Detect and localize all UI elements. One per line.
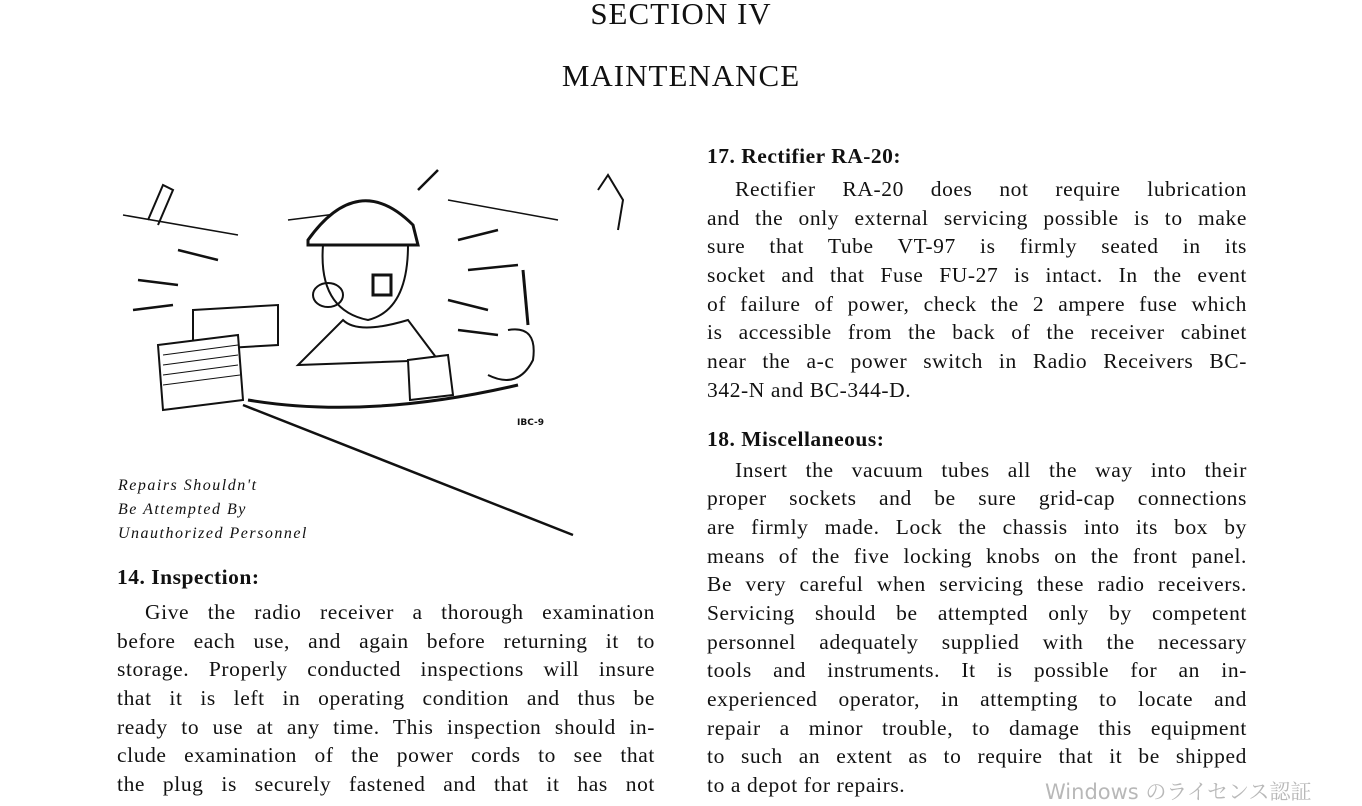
heading-miscellaneous: 18. Miscellaneous:	[707, 426, 885, 451]
paragraph-line: sure that Tube VT-97 is firmly seated in its	[707, 234, 1247, 259]
paragraph-line: personnel adequately supplied with the necessary	[707, 629, 1247, 654]
paragraph-line: to such an extent as to require that it be shipped	[707, 744, 1247, 769]
caption-line: Unauthorized Personnel	[118, 525, 308, 542]
right-column	[707, 144, 1247, 800]
illustration-caption	[118, 474, 308, 546]
paragraph-line: tools and instruments. It is possible for an in-	[707, 658, 1247, 683]
paragraph-line: Be very careful when servicing these radio receivers.	[707, 572, 1247, 597]
paragraph-line: are firmly made. Lock the chassis into its box by	[707, 514, 1247, 539]
paragraph-line: proper sockets and be sure grid-cap connections	[707, 486, 1247, 511]
paragraph-line: and the only external servicing possible is to make	[707, 205, 1247, 230]
paragraph-line: socket and that Fuse FU-27 is intact. In the event	[707, 263, 1247, 288]
caption-line: Be Attempted By	[118, 501, 247, 518]
paragraph-line: of failure of power, check the 2 ampere fuse which	[707, 291, 1247, 316]
paragraph-line: clude examination of the power cords to see that	[117, 743, 655, 768]
windows-activation-watermark: Windows のライセンス認証	[1045, 780, 1312, 804]
paragraph-line: before each use, and again before returning it to	[117, 628, 655, 653]
paragraph-line: the plug is securely fastened and that it has not	[117, 772, 655, 797]
paragraph-line: 342-N and BC-344-D.	[707, 377, 912, 402]
section-title: SECTION IV	[590, 0, 772, 31]
paragraph-line: means of the five locking knobs on the front panel.	[707, 543, 1247, 568]
paragraph-line: repair a minor trouble, to damage this equipment	[707, 715, 1247, 740]
chapter-title: MAINTENANCE	[561, 58, 801, 93]
heading-rectifier: 17. Rectifier RA-20:	[707, 144, 902, 168]
heading-inspection: 14. Inspection:	[117, 565, 260, 589]
illustration-label: IBC-9	[517, 418, 545, 428]
paragraph-line: Insert the vacuum tubes all the way into their	[735, 457, 1247, 482]
paragraph-line: experienced operator, in attempting to locate and	[707, 687, 1247, 711]
paragraph-line: that it is left in operating condition and thus be	[117, 686, 655, 711]
caption-line: Repairs Shouldn't	[118, 477, 258, 494]
paragraph-line: storage. Properly conducted inspections will insure	[117, 657, 655, 682]
paragraph-line: near the a-c power switch in Radio Receivers BC-	[707, 349, 1247, 374]
paragraph-line: Give the radio receiver a thorough examination	[145, 600, 655, 624]
paragraph-line: Servicing should be attempted only by competent	[707, 600, 1247, 625]
paragraph-line: ready to use at any time. This inspection should in-	[117, 714, 655, 739]
left-column	[117, 565, 655, 799]
paragraph-line: Rectifier RA-20 does not require lubrication	[735, 177, 1247, 201]
paragraph-line: is accessible from the back of the receiver cabinet	[707, 320, 1247, 345]
paragraph-line: to a depot for repairs.	[707, 773, 906, 798]
